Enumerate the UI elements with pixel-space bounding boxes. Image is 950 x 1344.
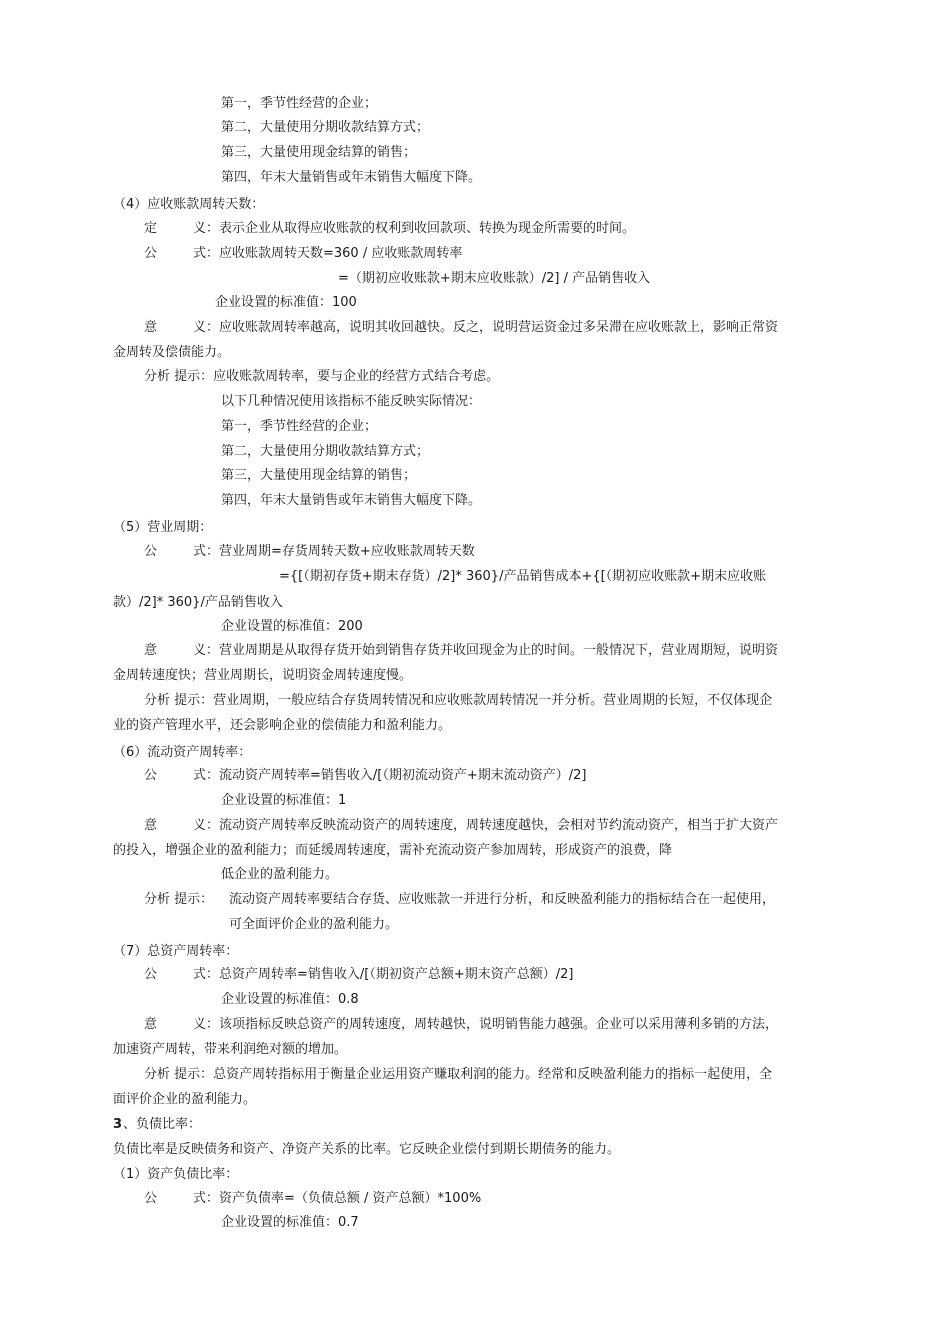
section-number: 3 (113, 1117, 123, 1132)
text-line: 业的资产管理水平，还会影响企业的偿债能力和盈利能力。 (113, 718, 452, 733)
text-line: 义：流动资产周转率反映流动资产的周转速度，周转速度越快，会相对节约流动资产，相当于扩大资产 (193, 818, 779, 833)
text-line: 第三，大量使用现金结算的销售； (221, 145, 417, 160)
formula-line: 式：资产负债率=（负债总额 / 资产总额）*100% (193, 1191, 482, 1206)
standard-value: 企业设置的标准值：0.8 (221, 992, 359, 1007)
label-prefix: 分析 提示： (144, 892, 214, 907)
standard-value: 企业设置的标准值：0.7 (221, 1215, 359, 1230)
text-line: 第一，季节性经营的企业； (221, 419, 378, 434)
text-line: 的投入，增强企业的盈利能力；而延缓周转速度，需补充流动资产参加周转，形成资产的浪费，降 (113, 843, 673, 858)
label-prefix: 意 (144, 320, 158, 335)
text-line: 金周转速度快；营业周期长，说明资金周转速度慢。 (113, 668, 413, 683)
text-line: 面评价企业的盈利能力。 (113, 1092, 257, 1107)
text-line: 分析 提示：总资产周转指标用于衡量企业运用资产赚取利润的能力。经常和反映盈利能力的指标一起使用，全 (144, 1067, 773, 1082)
formula-line: 式：营业周期=存货周转天数+应收账款周转天数 (193, 544, 475, 559)
section-heading: （6）流动资产周转率： (113, 745, 252, 760)
text-line: 第三，大量使用现金结算的销售； (221, 468, 417, 483)
section-heading: （7）总资产周转率： (113, 944, 239, 959)
section-heading: （4）应收账款周转天数： (113, 197, 265, 212)
text-line: 义：营业周期是从取得存货开始到销售存货并收回现金为止的时间。一般情况下，营业周期短，说明资 (193, 643, 779, 658)
label-prefix: 意 (144, 818, 158, 833)
text-line: 可全面评价企业的盈利能力。 (229, 917, 399, 932)
text-line: 第二，大量使用分期收款结算方式； (221, 120, 430, 135)
section-heading: 、负债比率： (123, 1117, 202, 1132)
text-line: 第四，年末大量销售或年末销售大幅度下降。 (221, 170, 482, 185)
text-line: 分析 提示：营业周期，一般应结合存货周转情况和应收账款周转情况一并分析。营业周期的长短，不仅体现企 (144, 693, 773, 708)
formula-line: =（期初应收账款+期末应收账款）/2] / 产品销售收入 (338, 271, 651, 286)
standard-value: 企业设置的标准值：1 (221, 793, 347, 808)
text-line: 义：应收账款周转率越高，说明其收回越快。反之，说明营运资金过多呆滞在应收账款上，影响正常资 (193, 320, 779, 335)
label-prefix: 公 (144, 967, 158, 982)
formula-line: 式：应收账款周转天数=360 / 应收账款周转率 (193, 246, 463, 261)
text-line: 第四，年末大量销售或年末销售大幅度下降。 (221, 493, 482, 508)
label-prefix: 定 (144, 221, 158, 236)
text-line: 低企业的盈利能力。 (221, 867, 339, 882)
section-heading: （1）资产负债比率： (113, 1167, 239, 1182)
label-prefix: 意 (144, 643, 158, 658)
label-prefix: 公 (144, 1191, 158, 1206)
text-line: 加速资产周转，带来利润绝对额的增加。 (113, 1042, 348, 1057)
text-line: 金周转及偿债能力。 (113, 345, 231, 360)
label-prefix: 意 (144, 1017, 158, 1032)
text-line: 第二，大量使用分期收款结算方式； (221, 444, 430, 459)
text-line: 义：该项指标反映总资产的周转速度，周转越快，说明销售能力越强。企业可以采用薄利多销的方法， (193, 1017, 779, 1032)
text-line: 义：表示企业从取得应收账款的权利到收回款项、转换为现金所需要的时间。 (193, 221, 636, 236)
formula-line: 款）/2]* 360}/产品销售收入 (113, 595, 283, 610)
formula-line: ={[（期初存货+期末存货）/2]* 360}/产品销售成本+{[（期初应收账款+期末应收账 (279, 569, 767, 584)
standard-value: 企业设置的标准值：100 (215, 295, 357, 310)
label-prefix: 公 (144, 768, 158, 783)
text-line: 负债比率是反映债务和资产、净资产关系的比率。它反映企业偿付到期长期债务的能力。 (113, 1142, 621, 1157)
label-prefix: 公 (144, 544, 158, 559)
section-heading: （5）营业周期： (113, 520, 213, 535)
text-line: 第一，季节性经营的企业； (221, 96, 378, 111)
formula-line: 式：总资产周转率=销售收入/[（期初资产总额+期末资产总额）/2] (193, 967, 574, 982)
text-line: 分析 提示：应收账款周转率，要与企业的经营方式结合考虑。 (144, 369, 500, 384)
text-line: 流动资产周转率要结合存货、应收账款一并进行分析，和反映盈利能力的指标结合在一起使用， (229, 892, 776, 907)
standard-value: 企业设置的标准值：200 (221, 619, 363, 634)
formula-line: 式：流动资产周转率=销售收入/[（期初流动资产+期末流动资产）/2] (193, 768, 587, 783)
text-line: 以下几种情况使用该指标不能反映实际情况： (221, 394, 482, 409)
label-prefix: 公 (144, 246, 158, 261)
